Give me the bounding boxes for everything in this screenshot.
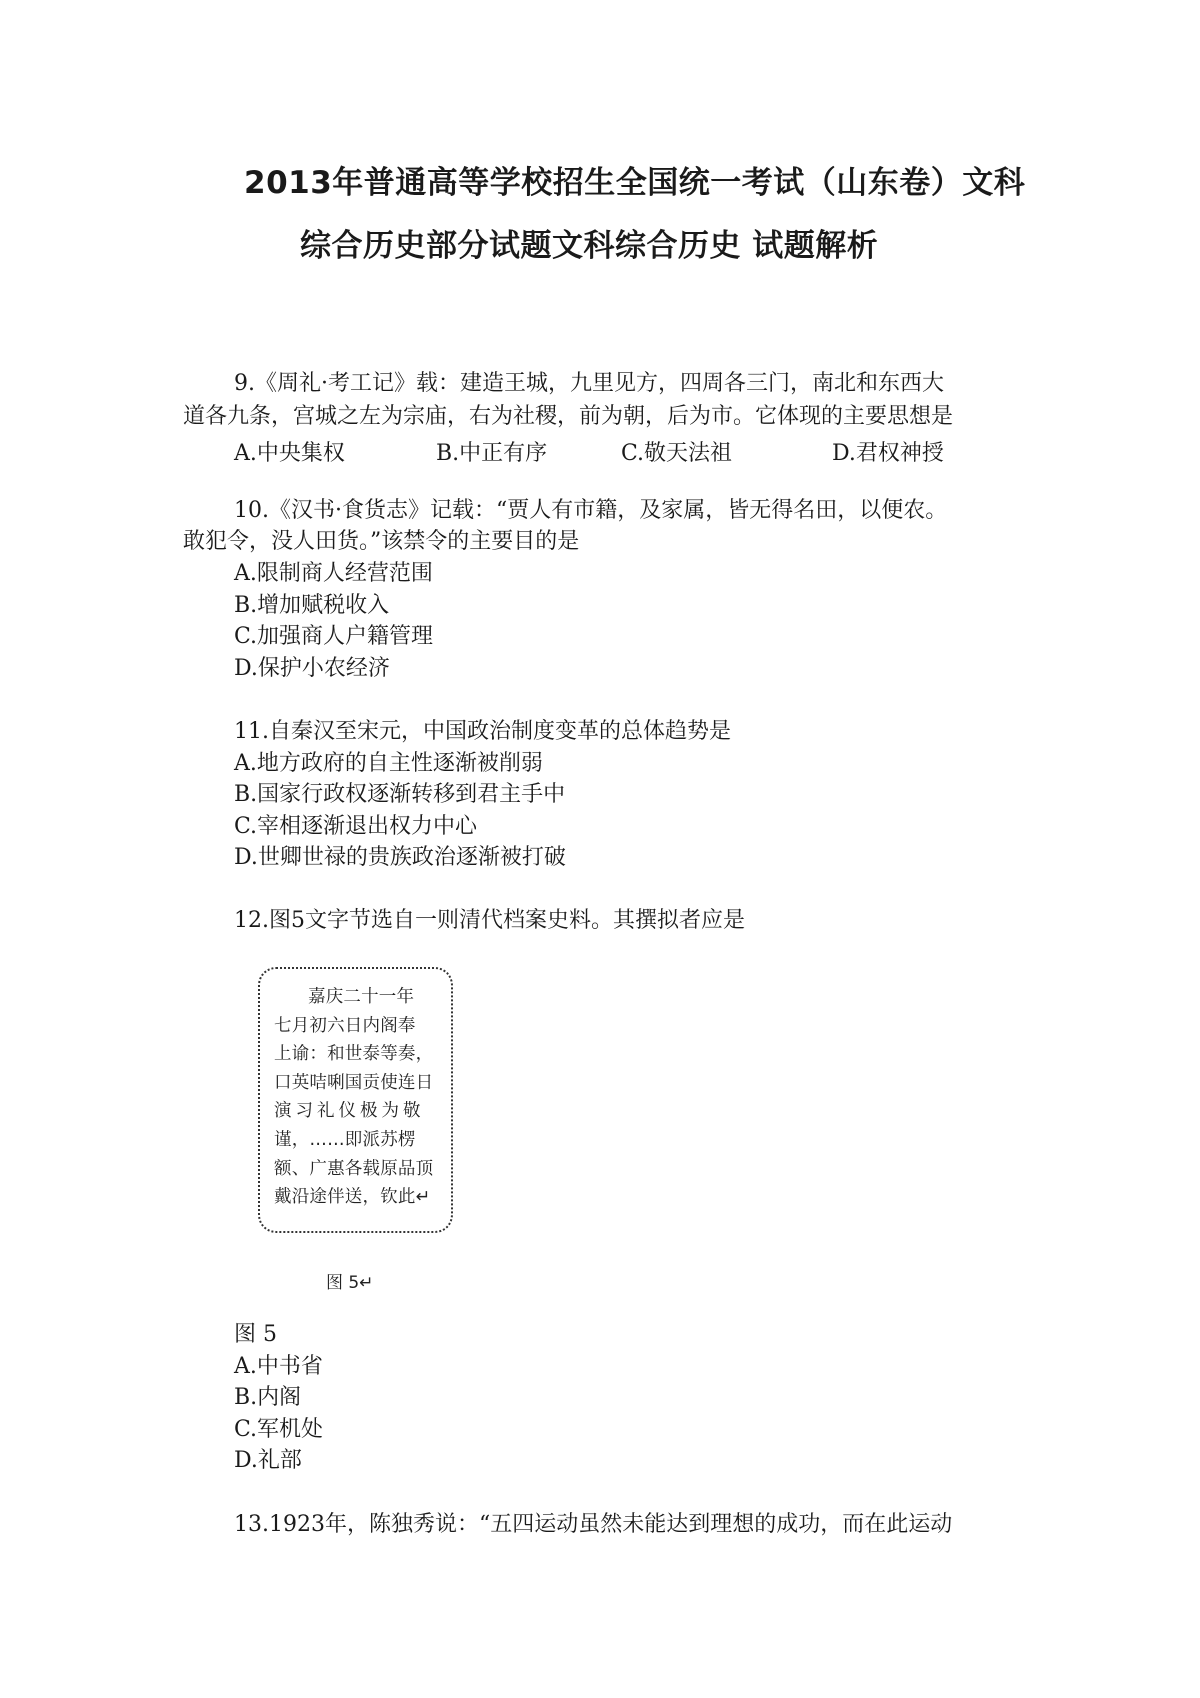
figure-text-line: 谨，……即派苏楞 — [274, 1129, 416, 1150]
question-11-option-a: A.地方政府的自主性逐渐被削弱 — [234, 751, 543, 776]
question-11-option-b: B.国家行政权逐渐转移到君主手中 — [234, 782, 566, 807]
question-11-line-1: 11.自秦汉至宋元，中国政治制度变革的总体趋势是 — [234, 719, 731, 744]
question-9-line-1: 9.《周礼·考工记》载：建造王城，九里见方，四周各三门，南北和东西大 — [234, 371, 944, 396]
question-12-option-a: A.中书省 — [234, 1354, 323, 1379]
question-12-option-b: B.内阁 — [234, 1385, 302, 1410]
question-11-option-d: D.世卿世禄的贵族政治逐渐被打破 — [234, 845, 566, 870]
figure-text-line: 演习礼仪极为敬 — [274, 1101, 425, 1122]
figure-5-caption: 图 5↵ — [326, 1273, 374, 1293]
question-9-option-b: B.中正有序 — [436, 441, 548, 466]
figure-5-archive-text — [258, 967, 453, 1233]
question-11-option-c: C.宰相逐渐退出权力中心 — [234, 814, 478, 839]
question-12-option-c: C.军机处 — [234, 1417, 324, 1442]
question-10-option-d: D.保护小农经济 — [234, 656, 390, 681]
question-13-line-1: 13.1923年，陈独秀说：“五四运动虽然未能达到理想的成功，而在此运动 — [234, 1512, 953, 1537]
question-9-option-a: A.中央集权 — [234, 441, 345, 466]
figure-text-line: 上谕：和世泰等奏， — [274, 1044, 434, 1065]
question-10-option-c: C.加强商人户籍管理 — [234, 624, 434, 649]
question-9-option-c: C.敬天法祖 — [621, 441, 733, 466]
question-10-option-a: A.限制商人经营范围 — [234, 561, 433, 586]
question-9-line-2: 道各九条，宫城之左为宗庙，右为社稷，前为朝，后为市。它体现的主要思想是 — [183, 404, 954, 429]
question-9-option-d: D.君权神授 — [832, 441, 944, 466]
figure-text-line: 戴沿途伴送，钦此↵ — [274, 1187, 431, 1208]
question-12-line-1: 12.图5文字节选自一则清代档案史料。其撰拟者应是 — [234, 908, 745, 933]
figure-text-line: 嘉庆二十一年 — [308, 987, 415, 1007]
figure-text-line: 七月初六日内阁奉 — [274, 1015, 416, 1036]
document-title-line-1: 2013年普通高等学校招生全国统一考试（山东卷）文科 — [244, 165, 1026, 201]
question-10-line-2: 敢犯令，没人田货。”该禁令的主要目的是 — [183, 529, 580, 554]
figure-text-line: 口英咭唎国贡使连日 — [274, 1072, 434, 1093]
question-12-option-d: D.礼部 — [234, 1448, 302, 1473]
figure-5-label: 图 5 — [234, 1322, 277, 1347]
question-10-line-1: 10.《汉书·食货志》记载：“贾人有市籍，及家属，皆无得名田，以便农。 — [234, 498, 948, 523]
figure-text-line: 额、广惠各载原品顶 — [274, 1158, 434, 1179]
question-10-option-b: B.增加赋税收入 — [234, 593, 390, 618]
document-title-line-2: 综合历史部分试题文科综合历史 试题解析 — [300, 228, 879, 264]
